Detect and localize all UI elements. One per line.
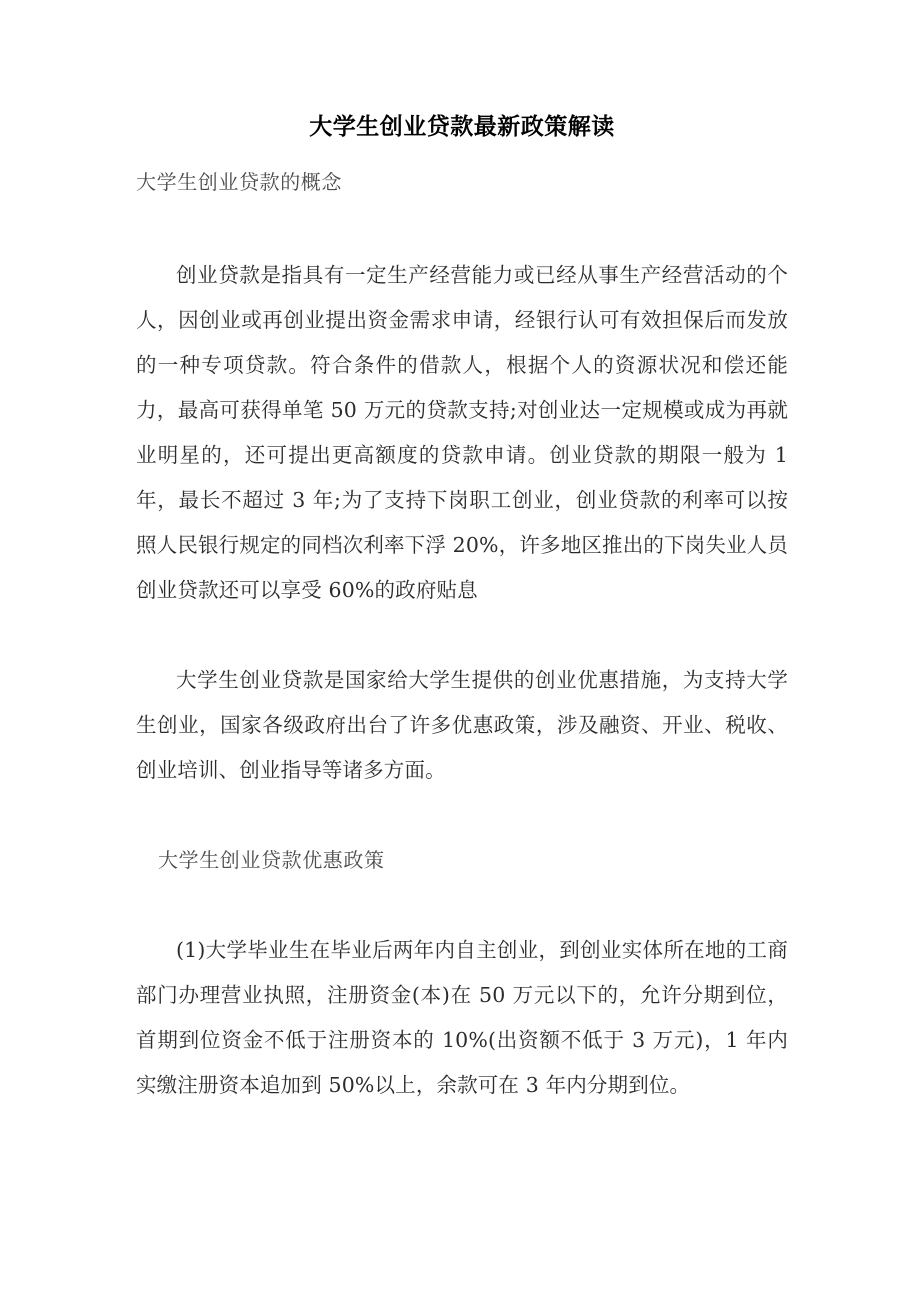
- section-heading-preferential-policies: 大学生创业贷款优惠政策: [158, 848, 385, 872]
- document-content: [136, 0, 788, 1108]
- paragraph-policy-item-1: (1)大学毕业生在毕业后两年内自主创业，到创业实体所在地的工商部门办理营业执照，注册资金(本)在 50 万元以下的，允许分期到位，首期到位资金不低于注册资本的 10%(出资额不低于 3 万元)，1 年内实缴注册资本追加到 50%以上，余款可在 3 年内分期到位。: [136, 938, 788, 1097]
- spacer: [136, 793, 788, 838]
- spacer: [136, 613, 788, 658]
- concept-subheading: 大学生创业贷款的概念: [136, 170, 342, 194]
- page-title: 大学生创业贷款最新政策解读: [309, 114, 615, 140]
- spacer: [136, 197, 788, 253]
- paragraph-student-loan-overview: 大学生创业贷款是国家给大学生提供的创业优惠措施，为支持大学生创业，国家各级政府出台了许多优惠政策，涉及融资、开业、税收、创业培训、创业指导等诸多方面。: [136, 668, 788, 782]
- paragraph-loan-definition: 创业贷款是指具有一定生产经营能力或已经从事生产经营活动的个人，因创业或再创业提出资金需求申请，经银行认可有效担保后而发放的一种专项贷款。符合条件的借款人，根据个人的资源状况和偿还能力，最高可获得单笔 50 万元的贷款支持;对创业达一定规模或成为再就业明星的，还可提出更高额度的贷款申请。创业贷款的期限一般为 1 年，最长不超过 3 年;为了支持下岗职工创业，创业贷款的利率可以按照人民银行规定的同档次利率下浮 20%，许多地区推出的下岗失业人员创业贷款还可以享受 60%的政府贴息: [136, 263, 788, 602]
- spacer: [136, 883, 788, 928]
